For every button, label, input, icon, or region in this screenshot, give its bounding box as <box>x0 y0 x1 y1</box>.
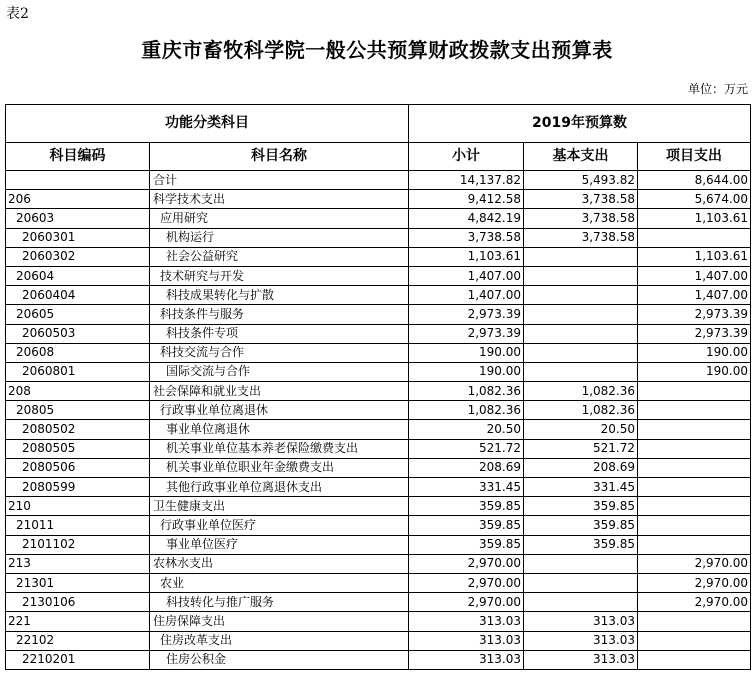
table-row <box>6 439 751 458</box>
row-project <box>638 516 751 535</box>
row-basic <box>524 305 638 324</box>
table-row <box>6 190 751 209</box>
row-project: 1,407.00 <box>638 286 751 305</box>
row-code: 20603 <box>6 209 150 228</box>
row-name: 事业单位离退休 <box>150 420 409 439</box>
row-name: 科技条件专项 <box>150 324 409 343</box>
row-basic: 5,493.82 <box>524 171 638 190</box>
header-basic: 基本支出 <box>524 143 638 171</box>
row-subtotal: 2,973.39 <box>409 305 524 324</box>
header-subtotal: 小计 <box>409 143 524 171</box>
row-subtotal: 1,103.61 <box>409 247 524 266</box>
row-basic: 1,082.36 <box>524 401 638 420</box>
row-project <box>638 612 751 631</box>
row-name: 社会公益研究 <box>150 247 409 266</box>
table-row <box>6 286 751 305</box>
row-project: 2,970.00 <box>638 554 751 573</box>
header-budget-2019: 2019年预算数 <box>409 105 751 143</box>
row-basic: 521.72 <box>524 439 638 458</box>
row-code: 2101102 <box>6 535 150 554</box>
row-code: 20605 <box>6 305 150 324</box>
row-basic <box>524 362 638 381</box>
row-name: 住房保障支出 <box>150 612 409 631</box>
row-basic <box>524 343 638 362</box>
row-code: 2080505 <box>6 439 150 458</box>
row-name: 技术研究与开发 <box>150 266 409 285</box>
row-name: 科学技术支出 <box>150 190 409 209</box>
table-row <box>6 362 751 381</box>
header-row-columns <box>6 143 751 171</box>
row-name: 应用研究 <box>150 209 409 228</box>
table-row <box>6 266 751 285</box>
row-code: 21301 <box>6 573 150 592</box>
unit-label: 单位：万元 <box>687 82 748 96</box>
row-project: 1,407.00 <box>638 266 751 285</box>
row-project <box>638 650 751 669</box>
header-row-group <box>6 105 751 143</box>
row-basic: 3,738.58 <box>524 209 638 228</box>
row-project: 2,973.39 <box>638 305 751 324</box>
row-code: 2060801 <box>6 362 150 381</box>
row-code: 2060503 <box>6 324 150 343</box>
table-row <box>6 478 751 497</box>
row-code: 2080506 <box>6 458 150 477</box>
row-project <box>638 228 751 247</box>
row-name: 事业单位医疗 <box>150 535 409 554</box>
row-project <box>638 401 751 420</box>
row-subtotal: 20.50 <box>409 420 524 439</box>
table-row <box>6 612 751 631</box>
row-name: 行政事业单位离退休 <box>150 401 409 420</box>
row-code: 208 <box>6 382 150 401</box>
row-subtotal: 14,137.82 <box>409 171 524 190</box>
row-subtotal: 1,407.00 <box>409 266 524 285</box>
row-code: 213 <box>6 554 150 573</box>
row-name: 农林水支出 <box>150 554 409 573</box>
header-name: 科目名称 <box>150 143 409 171</box>
row-name: 机关事业单位基本养老保险缴费支出 <box>150 439 409 458</box>
row-subtotal: 1,407.00 <box>409 286 524 305</box>
row-basic: 359.85 <box>524 516 638 535</box>
row-code <box>6 171 150 190</box>
row-code: 210 <box>6 497 150 516</box>
row-basic <box>524 286 638 305</box>
row-basic <box>524 593 638 612</box>
row-basic <box>524 324 638 343</box>
row-name: 住房改革支出 <box>150 631 409 650</box>
row-basic: 1,082.36 <box>524 382 638 401</box>
row-name: 社会保障和就业支出 <box>150 382 409 401</box>
row-code: 2080502 <box>6 420 150 439</box>
row-basic <box>524 266 638 285</box>
table-row <box>6 420 751 439</box>
row-code: 21011 <box>6 516 150 535</box>
row-basic: 331.45 <box>524 478 638 497</box>
row-basic: 20.50 <box>524 420 638 439</box>
row-project <box>638 420 751 439</box>
row-basic: 3,738.58 <box>524 190 638 209</box>
row-subtotal: 1,082.36 <box>409 382 524 401</box>
row-name: 国际交流与合作 <box>150 362 409 381</box>
row-name: 机构运行 <box>150 228 409 247</box>
row-subtotal: 2,970.00 <box>409 593 524 612</box>
row-subtotal: 313.03 <box>409 650 524 669</box>
table-row <box>6 650 751 669</box>
row-project: 190.00 <box>638 362 751 381</box>
row-code: 2210201 <box>6 650 150 669</box>
row-project <box>638 535 751 554</box>
header-code: 科目编码 <box>6 143 150 171</box>
table-row <box>6 305 751 324</box>
row-project: 2,970.00 <box>638 573 751 592</box>
table-row <box>6 343 751 362</box>
table-row <box>6 401 751 420</box>
row-project: 2,970.00 <box>638 593 751 612</box>
row-basic: 313.03 <box>524 650 638 669</box>
row-subtotal: 4,842.19 <box>409 209 524 228</box>
row-basic: 313.03 <box>524 631 638 650</box>
table-row <box>6 382 751 401</box>
row-subtotal: 2,973.39 <box>409 324 524 343</box>
row-project <box>638 382 751 401</box>
row-project: 190.00 <box>638 343 751 362</box>
header-functional-category: 功能分类科目 <box>6 105 409 143</box>
row-code: 20805 <box>6 401 150 420</box>
row-name: 合计 <box>150 171 409 190</box>
row-name: 科技交流与合作 <box>150 343 409 362</box>
row-basic <box>524 573 638 592</box>
table-row <box>6 209 751 228</box>
table-row <box>6 573 751 592</box>
row-basic <box>524 247 638 266</box>
table-row <box>6 593 751 612</box>
row-basic: 3,738.58 <box>524 228 638 247</box>
row-basic: 359.85 <box>524 535 638 554</box>
row-code: 2060302 <box>6 247 150 266</box>
row-subtotal: 190.00 <box>409 362 524 381</box>
row-name: 行政事业单位医疗 <box>150 516 409 535</box>
table-row <box>6 535 751 554</box>
row-basic: 313.03 <box>524 612 638 631</box>
row-project <box>638 478 751 497</box>
row-project <box>638 458 751 477</box>
table-row <box>6 631 751 650</box>
table-row <box>6 497 751 516</box>
table-row <box>6 324 751 343</box>
row-subtotal: 359.85 <box>409 535 524 554</box>
row-subtotal: 359.85 <box>409 497 524 516</box>
row-code: 22102 <box>6 631 150 650</box>
budget-table <box>5 104 751 670</box>
row-project: 8,644.00 <box>638 171 751 190</box>
row-project <box>638 439 751 458</box>
row-subtotal: 313.03 <box>409 631 524 650</box>
table-row <box>6 171 751 190</box>
row-subtotal: 2,970.00 <box>409 573 524 592</box>
row-project: 5,674.00 <box>638 190 751 209</box>
row-code: 206 <box>6 190 150 209</box>
row-project: 1,103.61 <box>638 247 751 266</box>
row-code: 20604 <box>6 266 150 285</box>
header-project: 项目支出 <box>638 143 751 171</box>
row-code: 2060301 <box>6 228 150 247</box>
row-project <box>638 497 751 516</box>
row-name: 科技条件与服务 <box>150 305 409 324</box>
row-name: 卫生健康支出 <box>150 497 409 516</box>
page-title: 重庆市畜牧科学院一般公共预算财政拨款支出预算表 <box>141 38 613 62</box>
row-subtotal: 9,412.58 <box>409 190 524 209</box>
row-code: 221 <box>6 612 150 631</box>
row-basic <box>524 554 638 573</box>
row-code: 2130106 <box>6 593 150 612</box>
row-basic: 208.69 <box>524 458 638 477</box>
table-body <box>6 171 751 670</box>
row-code: 2060404 <box>6 286 150 305</box>
table-row <box>6 247 751 266</box>
row-name: 其他行政事业单位离退休支出 <box>150 478 409 497</box>
row-subtotal: 1,082.36 <box>409 401 524 420</box>
row-name: 科技成果转化与扩散 <box>150 286 409 305</box>
row-code: 20608 <box>6 343 150 362</box>
row-name: 科技转化与推广服务 <box>150 593 409 612</box>
row-code: 2080599 <box>6 478 150 497</box>
table-row <box>6 228 751 247</box>
row-project: 2,973.39 <box>638 324 751 343</box>
table-row <box>6 458 751 477</box>
row-subtotal: 208.69 <box>409 458 524 477</box>
row-name: 机关事业单位职业年金缴费支出 <box>150 458 409 477</box>
table-row <box>6 554 751 573</box>
row-subtotal: 331.45 <box>409 478 524 497</box>
table-row <box>6 516 751 535</box>
row-subtotal: 190.00 <box>409 343 524 362</box>
row-basic: 359.85 <box>524 497 638 516</box>
row-subtotal: 521.72 <box>409 439 524 458</box>
table-label: 表2 <box>6 6 29 22</box>
row-project <box>638 631 751 650</box>
row-name: 农业 <box>150 573 409 592</box>
row-subtotal: 3,738.58 <box>409 228 524 247</box>
row-subtotal: 313.03 <box>409 612 524 631</box>
row-name: 住房公积金 <box>150 650 409 669</box>
row-subtotal: 359.85 <box>409 516 524 535</box>
row-project: 1,103.61 <box>638 209 751 228</box>
row-subtotal: 2,970.00 <box>409 554 524 573</box>
